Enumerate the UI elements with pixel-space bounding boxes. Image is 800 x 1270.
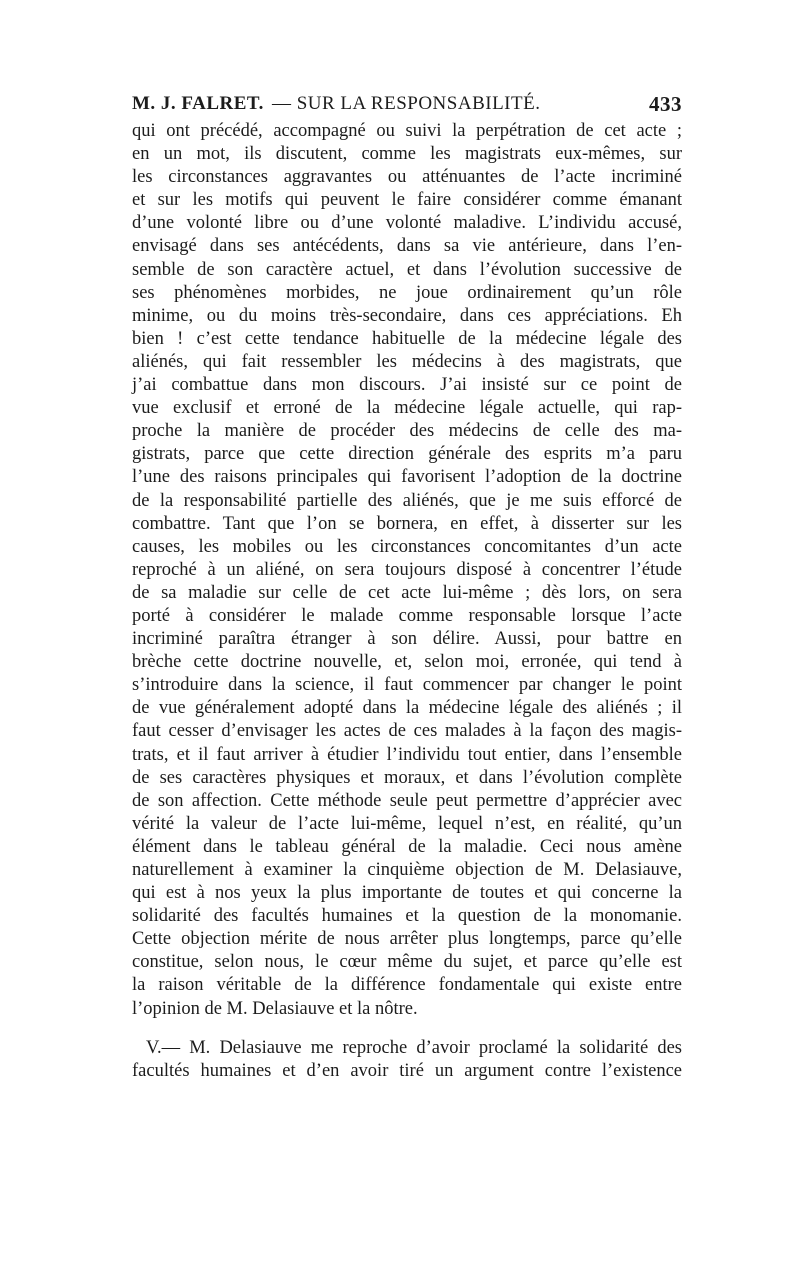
text-line: combattre. Tant que l’on se bornera, en effet, à disserter sur les xyxy=(132,513,682,534)
text-line: qui est à nos yeux la plus importante de toutes et qui concerne la xyxy=(132,883,682,904)
paragraph-gap xyxy=(132,1021,682,1037)
paragraph-2 xyxy=(132,1037,682,1083)
text-line: de sa maladie sur celle de cet acte lui-même ; dès lors, on sera xyxy=(132,582,682,603)
text-line: de la responsabilité partielle des aliénés, que je me suis efforcé de xyxy=(132,490,682,511)
text-line: et sur les motifs qui peuvent le faire considérer comme émanant xyxy=(132,190,682,211)
text-line: en un mot, ils discutent, comme les magistrats eux-mêmes, sur xyxy=(132,144,682,165)
paragraph-1 xyxy=(132,120,682,1021)
text-line: porté à considérer le malade comme responsable lorsque l’acte xyxy=(132,605,682,626)
text-line: vue exclusif et erroné de la médecine légale actuelle, qui rap- xyxy=(132,398,682,419)
text-line: l’une des raisons principales qui favorisent l’adoption de la doctrine xyxy=(132,467,682,488)
running-head-title: — SUR LA RESPONSABILITÉ. xyxy=(271,93,541,114)
text-line: ses phénomènes morbides, ne joue ordinairement qu’un rôle xyxy=(132,282,682,303)
text-line: brèche cette doctrine nouvelle, et, selon moi, erronée, qui tend à xyxy=(132,652,682,673)
text-line: proche la manière de procéder des médecins de celle des ma- xyxy=(132,421,682,442)
text-line: causes, les mobiles ou les circonstances concomitantes d’un acte xyxy=(132,536,682,557)
text-line: s’introduire dans la science, il faut commencer par changer le point xyxy=(132,675,682,696)
text-line: semble de son caractère actuel, et dans l’évolution successive de xyxy=(132,259,682,280)
text-line: d’une volonté libre ou d’une volonté maladive. L’individu accusé, xyxy=(132,213,682,234)
text-line: élément dans le tableau général de la maladie. Ceci nous amène xyxy=(132,836,682,857)
text-line: minime, ou du moins très-secondaire, dans ces appréciations. Eh xyxy=(132,305,682,326)
page-number: 433 xyxy=(649,92,682,116)
text-line: l’opinion de M. Delasiauve et la nôtre. xyxy=(132,998,418,1019)
text-line: solidarité des facultés humaines et la question de la monomanie. xyxy=(132,906,682,927)
text-line: de son affection. Cette méthode seule peut permettre d’apprécier avec xyxy=(132,790,682,811)
text-line: de vue généralement adopté dans la médecine légale des aliénés ; il xyxy=(132,698,682,719)
text-line: vérité la valeur de l’acte lui-même, lequel n’est, en réalité, qu’un xyxy=(132,813,682,834)
text-line: la raison véritable de la différence fondamentale qui existe entre xyxy=(132,975,682,996)
text-line: Cette objection mérite de nous arrêter plus longtemps, parce qu’elle xyxy=(132,929,682,950)
body-text xyxy=(132,120,682,1083)
text-line: faut cesser d’envisager les actes de ces malades à la façon des magis- xyxy=(132,721,682,742)
text-line: envisagé dans ses antécédents, dans sa vie antérieure, dans l’en- xyxy=(132,236,682,257)
text-line: gistrats, parce que cette direction générale des esprits m’a paru xyxy=(132,444,682,465)
text-line: V.— M. Delasiauve me reproche d’avoir proclamé la solidarité des xyxy=(146,1037,682,1058)
text-line: les circonstances aggravantes ou atténuantes de l’acte incriminé xyxy=(132,167,682,188)
text-line: reproché à un aliéné, on sera toujours disposé à concentrer l’étude xyxy=(132,559,682,580)
text-line: bien ! c’est cette tendance habituelle de la médecine légale des xyxy=(132,328,682,349)
text-line: naturellement à examiner la cinquième objection de M. Delasiauve, xyxy=(132,860,682,880)
text-line: trats, et il faut arriver à étudier l’individu tout entier, dans l’ensemble xyxy=(132,744,682,765)
text-line: facultés humaines et d’en avoir tiré un argument contre l’existence xyxy=(132,1060,682,1081)
text-line: de ses caractères physiques et moraux, et dans l’évolution complète xyxy=(132,767,682,788)
text-line: j’ai combattue dans mon discours. J’ai insisté sur ce point de xyxy=(132,375,682,396)
text-line: incriminé paraîtra étranger à son délire. Aussi, pour battre en xyxy=(132,629,682,650)
text-line: constitue, selon nous, le cœur même du sujet, et parce qu’elle est xyxy=(132,952,682,973)
running-head xyxy=(132,92,682,116)
text-line: aliénés, qui fait ressembler les médecins à des magistrats, que xyxy=(132,351,682,372)
text-line: qui ont précédé, accompagné ou suivi la perpétration de cet acte ; xyxy=(132,121,682,141)
running-head-author: M. J. FALRET. xyxy=(132,93,264,114)
